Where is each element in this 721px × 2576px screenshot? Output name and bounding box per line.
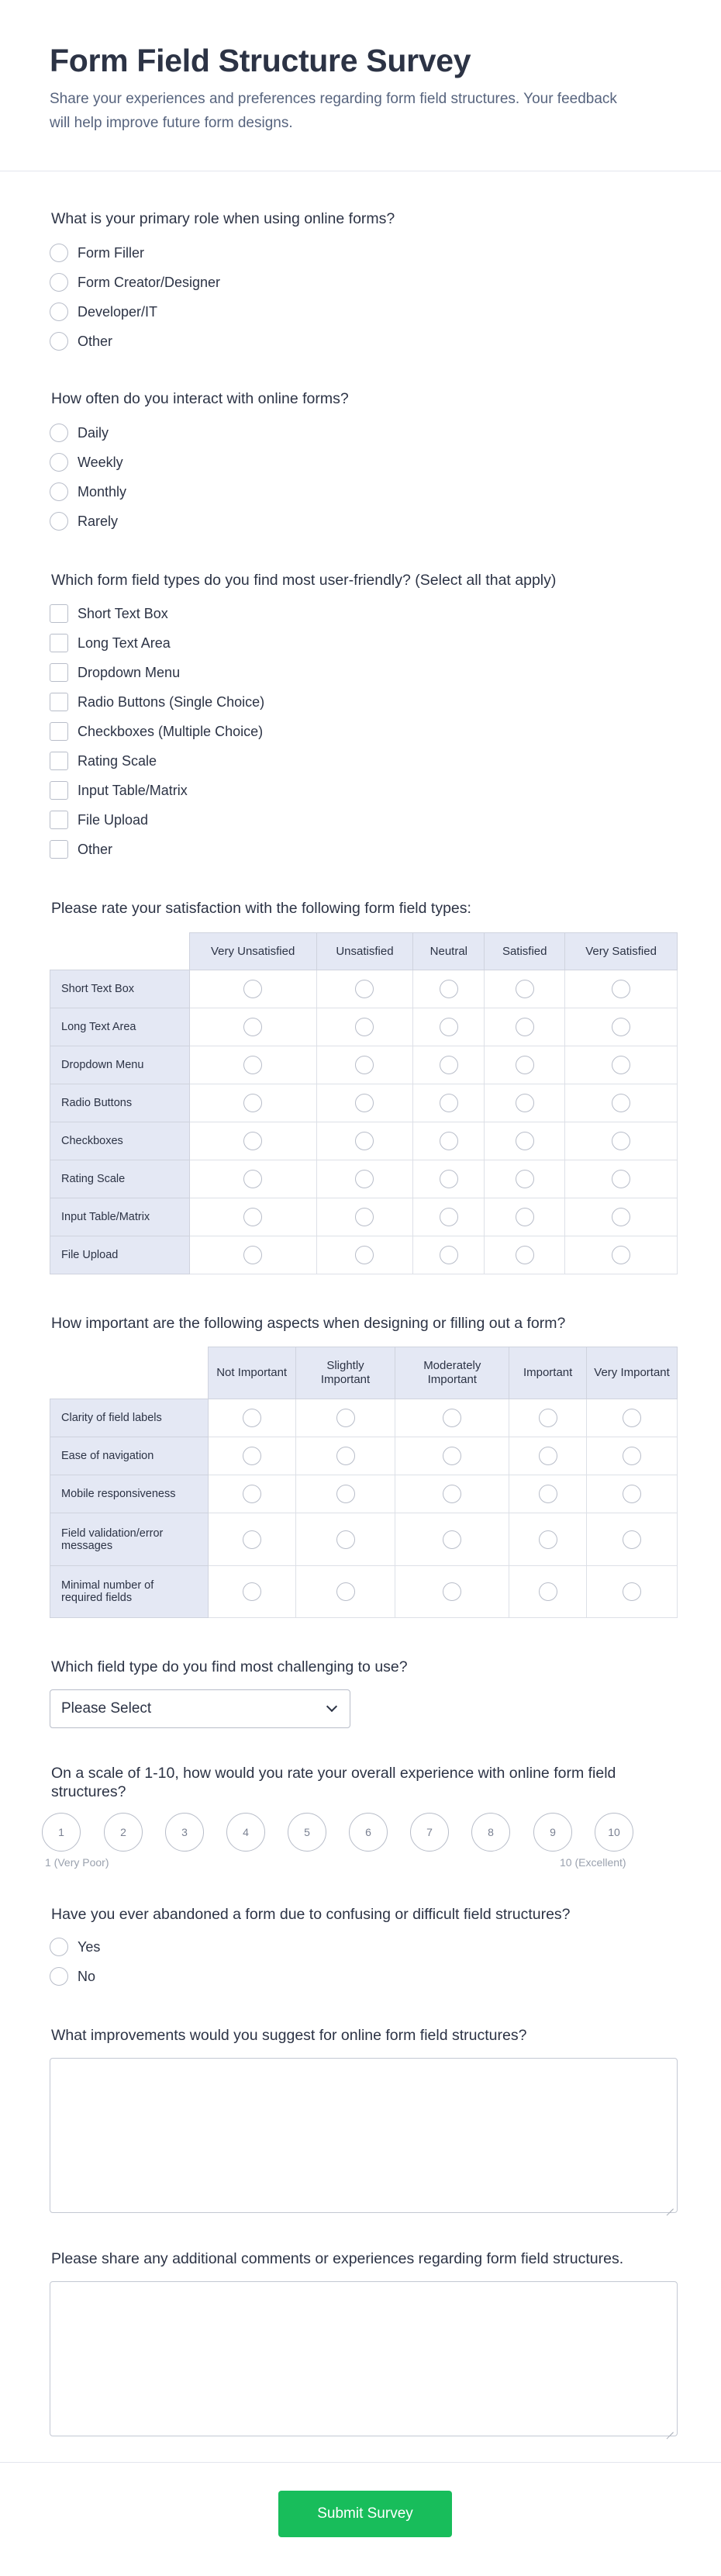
matrix-row (50, 1122, 678, 1160)
option-monthly[interactable] (50, 481, 126, 503)
matrix-radio[interactable] (516, 980, 534, 998)
checkbox-option-file-upload[interactable] (50, 809, 148, 831)
radio-button[interactable] (50, 424, 68, 442)
matrix-row (50, 1008, 678, 1046)
option-label: Form Creator/Designer (78, 274, 221, 290)
option-form-filler[interactable] (50, 242, 144, 264)
checkbox[interactable] (50, 634, 68, 652)
resize-handle-icon[interactable] (667, 2202, 674, 2209)
option-weekly[interactable] (50, 451, 123, 473)
option-no[interactable] (50, 1966, 95, 1987)
scale-option-5[interactable]: 5 (288, 1813, 326, 1852)
matrix-radio[interactable] (243, 1485, 261, 1503)
option-label: Yes (78, 1938, 101, 1955)
matrix-row-label: Mobile responsiveness (50, 1475, 209, 1513)
matrix-radio[interactable] (539, 1485, 557, 1503)
checkbox[interactable] (50, 722, 68, 741)
scale-option-7[interactable]: 7 (410, 1813, 449, 1852)
matrix-radio[interactable] (539, 1409, 557, 1427)
radio-button[interactable] (50, 273, 68, 292)
matrix-radio[interactable] (440, 980, 458, 998)
option-label: Rating Scale (78, 752, 157, 769)
matrix-radio[interactable] (243, 980, 262, 998)
checkbox-option-other[interactable] (50, 838, 112, 860)
option-other[interactable] (50, 330, 112, 352)
matrix-column-header: Very Important (587, 1347, 678, 1399)
matrix-radio[interactable] (539, 1530, 557, 1549)
matrix-radio[interactable] (355, 980, 374, 998)
matrix-row (50, 1236, 678, 1274)
matrix-radio[interactable] (516, 1018, 534, 1036)
matrix-radio[interactable] (516, 1132, 534, 1150)
form-header (0, 0, 721, 171)
checkbox-option-short-text[interactable] (50, 603, 168, 624)
matrix-radio[interactable] (355, 1208, 374, 1226)
matrix-radio[interactable] (355, 1056, 374, 1074)
submit-survey-button[interactable]: Submit Survey (278, 2491, 452, 2537)
option-label: Checkboxes (Multiple Choice) (78, 723, 264, 739)
matrix-radio[interactable] (440, 1094, 458, 1112)
checkbox-option-input-table[interactable] (50, 780, 188, 801)
matrix-radio[interactable] (440, 1056, 458, 1074)
matrix-row-label: Radio Buttons (50, 1084, 190, 1122)
matrix-column-header: Very Satisfied (565, 933, 678, 970)
matrix-row-label: Dropdown Menu (50, 1046, 190, 1084)
matrix-radio[interactable] (612, 1208, 630, 1226)
option-label: Other (78, 841, 113, 857)
scale-option-10[interactable]: 10 (595, 1813, 633, 1852)
matrix-radio[interactable] (516, 1094, 534, 1112)
scale-option-3[interactable]: 3 (165, 1813, 204, 1852)
matrix-radio[interactable] (623, 1530, 641, 1549)
matrix-row-label: Minimal number of required fields (50, 1566, 209, 1618)
matrix-column-header: Slightly Important (295, 1347, 395, 1399)
option-label: No (78, 1968, 96, 1984)
option-label: Developer/IT (78, 303, 158, 320)
matrix-row (50, 1437, 678, 1475)
option-label: Monthly (78, 483, 127, 500)
option-label: Dropdown Menu (78, 664, 181, 680)
radio-button[interactable] (50, 303, 68, 321)
matrix-radio[interactable] (243, 1208, 262, 1226)
matrix-radio[interactable] (243, 1056, 262, 1074)
challenging-field-dropdown[interactable] (50, 1689, 350, 1728)
matrix-column-header: Not Important (208, 1347, 295, 1399)
checkbox[interactable] (50, 781, 68, 800)
option-label: Weekly (78, 454, 123, 470)
matrix-radio[interactable] (539, 1447, 557, 1465)
option-form-creator[interactable] (50, 271, 220, 293)
radio-button[interactable] (50, 482, 68, 501)
satisfaction-matrix (50, 932, 678, 1274)
matrix-radio[interactable] (440, 1208, 458, 1226)
question-improvements: What improvements would you suggest for online form field structures? (51, 2027, 527, 2044)
matrix-row-label: Rating Scale (50, 1160, 190, 1198)
matrix-row-label: Short Text Box (50, 970, 190, 1008)
checkbox-option-rating-scale[interactable] (50, 750, 157, 772)
matrix-radio[interactable] (355, 1018, 374, 1036)
matrix-row (50, 1566, 678, 1618)
matrix-row (50, 1399, 678, 1437)
checkbox-option-checkboxes[interactable] (50, 721, 263, 742)
resize-handle-icon[interactable] (667, 2426, 674, 2433)
matrix-radio[interactable] (243, 1530, 261, 1549)
matrix-radio[interactable] (336, 1485, 355, 1503)
matrix-radio[interactable] (355, 1170, 374, 1188)
option-label: Short Text Box (78, 605, 168, 621)
matrix-radio[interactable] (243, 1094, 262, 1112)
question-importance-matrix: How important are the following aspects when designing or filling out a form? (51, 1315, 566, 1332)
matrix-radio[interactable] (443, 1447, 461, 1465)
matrix-radio[interactable] (243, 1132, 262, 1150)
option-label: File Upload (78, 811, 149, 828)
matrix-row-label: Field validation/error messages (50, 1513, 209, 1566)
matrix-radio[interactable] (516, 1246, 534, 1264)
form-footer (0, 2462, 721, 2576)
scale-option-9[interactable]: 9 (533, 1813, 572, 1852)
option-rarely[interactable] (50, 510, 118, 532)
improvements-textarea[interactable] (50, 2058, 678, 2213)
question-satisfaction-matrix: Please rate your satisfaction with the following form field types: (51, 900, 471, 917)
matrix-radio[interactable] (336, 1530, 355, 1549)
matrix-row (50, 1160, 678, 1198)
matrix-radio[interactable] (243, 1018, 262, 1036)
option-label: Other (78, 333, 113, 349)
matrix-row-label: Clarity of field labels (50, 1399, 209, 1437)
matrix-column-header: Moderately Important (395, 1347, 509, 1399)
checkbox[interactable] (50, 693, 68, 711)
matrix-radio[interactable] (443, 1582, 461, 1601)
matrix-radio[interactable] (516, 1170, 534, 1188)
matrix-radio[interactable] (612, 1170, 630, 1188)
matrix-radio[interactable] (355, 1132, 374, 1150)
matrix-radio[interactable] (623, 1582, 641, 1601)
question-challenging-field: Which field type do you find most challenging to use? (51, 1658, 408, 1675)
form-title: Form Field Structure Survey (50, 43, 471, 78)
scale-min-label: 1 (Very Poor) (45, 1856, 109, 1869)
matrix-radio[interactable] (539, 1582, 557, 1601)
matrix-row (50, 1513, 678, 1566)
matrix-radio[interactable] (440, 1246, 458, 1264)
checkbox-option-dropdown[interactable] (50, 662, 180, 683)
matrix-radio[interactable] (336, 1582, 355, 1601)
checkbox[interactable] (50, 752, 68, 770)
matrix-radio[interactable] (516, 1208, 534, 1226)
matrix-radio[interactable] (623, 1447, 641, 1465)
matrix-radio[interactable] (612, 1056, 630, 1074)
option-label: Form Filler (78, 244, 144, 261)
scale-max-label: 10 (Excellent) (560, 1856, 626, 1869)
matrix-radio[interactable] (516, 1056, 534, 1074)
matrix-column-header: Important (509, 1347, 587, 1399)
form-subtitle: Share your experiences and preferences regarding form field structures. Your feedback will help improve future form designs. (50, 91, 617, 131)
radio-button[interactable] (50, 1938, 68, 1956)
matrix-row-label: File Upload (50, 1236, 190, 1274)
matrix-column-header: Unsatisfied (316, 933, 413, 970)
question-frequency: How often do you interact with online forms? (51, 390, 349, 407)
matrix-row (50, 970, 678, 1008)
matrix-radio[interactable] (355, 1094, 374, 1112)
matrix-radio[interactable] (612, 1132, 630, 1150)
matrix-radio[interactable] (612, 1018, 630, 1036)
option-label: Radio Buttons (Single Choice) (78, 693, 265, 710)
matrix-radio[interactable] (355, 1246, 374, 1264)
question-abandoned-form: Have you ever abandoned a form due to confusing or difficult field structures? (51, 1906, 571, 1923)
matrix-radio[interactable] (243, 1582, 261, 1601)
radio-button[interactable] (50, 332, 68, 351)
matrix-row-label: Input Table/Matrix (50, 1198, 190, 1236)
matrix-radio[interactable] (443, 1485, 461, 1503)
matrix-radio[interactable] (243, 1170, 262, 1188)
matrix-radio[interactable] (440, 1170, 458, 1188)
scale-option-8[interactable]: 8 (471, 1813, 510, 1852)
matrix-radio[interactable] (440, 1132, 458, 1150)
matrix-radio[interactable] (243, 1447, 261, 1465)
option-daily[interactable] (50, 422, 109, 444)
matrix-radio[interactable] (243, 1246, 262, 1264)
matrix-radio[interactable] (336, 1409, 355, 1427)
question-primary-role: What is your primary role when using online forms? (51, 210, 395, 227)
radio-button[interactable] (50, 512, 68, 531)
matrix-column-header: Neutral (413, 933, 485, 970)
matrix-radio[interactable] (623, 1409, 641, 1427)
scale-option-6[interactable]: 6 (349, 1813, 388, 1852)
checkbox[interactable] (50, 811, 68, 829)
matrix-row (50, 1475, 678, 1513)
dropdown-selected-value: Please Select (61, 1700, 152, 1717)
additional-comments-textarea[interactable] (50, 2281, 678, 2436)
matrix-radio[interactable] (443, 1530, 461, 1549)
scale-option-2[interactable]: 2 (104, 1813, 143, 1852)
checkbox-option-long-text[interactable] (50, 632, 171, 654)
checkbox[interactable] (50, 663, 68, 682)
radio-button[interactable] (50, 453, 68, 472)
radio-button[interactable] (50, 1967, 68, 1986)
matrix-row-label: Long Text Area (50, 1008, 190, 1046)
option-label: Daily (78, 424, 109, 441)
matrix-corner (50, 933, 190, 970)
chevron-down-icon (326, 1701, 337, 1712)
matrix-radio[interactable] (336, 1447, 355, 1465)
matrix-radio[interactable] (623, 1485, 641, 1503)
scale-option-4[interactable]: 4 (226, 1813, 265, 1852)
matrix-radio[interactable] (612, 1246, 630, 1264)
checkbox[interactable] (50, 840, 68, 859)
question-overall-rating: On a scale of 1-10, how would you rate your overall experience with online form field structures? (51, 1765, 616, 1800)
scale-option-1[interactable]: 1 (42, 1813, 81, 1852)
option-developer-it[interactable] (50, 301, 157, 323)
matrix-row-label: Checkboxes (50, 1122, 190, 1160)
matrix-corner (50, 1347, 209, 1399)
option-label: Long Text Area (78, 634, 171, 651)
matrix-row (50, 1084, 678, 1122)
importance-matrix (50, 1347, 678, 1618)
matrix-radio[interactable] (612, 1094, 630, 1112)
checkbox-option-radio[interactable] (50, 691, 264, 713)
option-label: Input Table/Matrix (78, 782, 188, 798)
matrix-radio[interactable] (443, 1409, 461, 1427)
matrix-radio[interactable] (612, 980, 630, 998)
matrix-radio[interactable] (440, 1018, 458, 1036)
matrix-column-header: Satisfied (485, 933, 565, 970)
option-label: Rarely (78, 513, 119, 529)
radio-button[interactable] (50, 244, 68, 262)
matrix-radio[interactable] (243, 1409, 261, 1427)
matrix-column-header: Very Unsatisfied (189, 933, 316, 970)
matrix-row-label: Ease of navigation (50, 1437, 209, 1475)
matrix-row (50, 1046, 678, 1084)
option-yes[interactable] (50, 1936, 100, 1958)
checkbox[interactable] (50, 604, 68, 623)
question-friendly-field-types: Which form field types do you find most user-friendly? (Select all that apply) (51, 572, 557, 589)
matrix-row (50, 1198, 678, 1236)
question-additional-comments: Please share any additional comments or experiences regarding form field structures. (51, 2250, 624, 2267)
